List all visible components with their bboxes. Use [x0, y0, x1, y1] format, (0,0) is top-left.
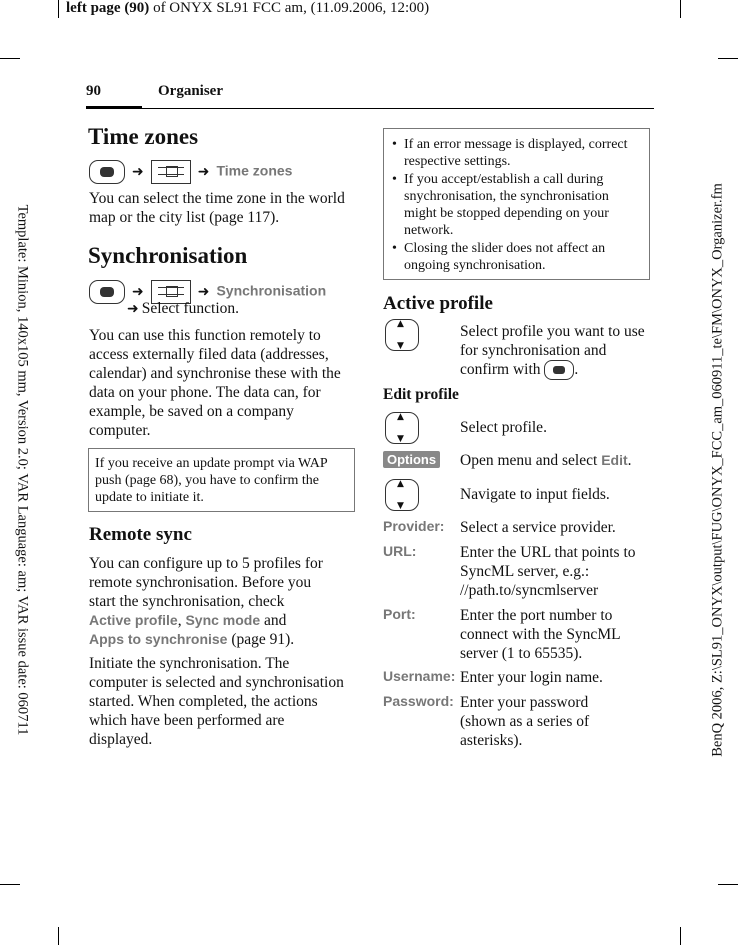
- remote-sync-text: [89, 554, 351, 649]
- comma: ,: [177, 612, 182, 629]
- field-desc-port: Enter the port number to connect with the SyncML server (1 to 65535).: [460, 607, 620, 662]
- time-zones-text: You can select the time zone in the world map or the city list (page 117).: [89, 190, 345, 226]
- file-path-info: BenQ 2006, Z:\SL91_ONYX\output\FUG\ONYX_FCC_am_060911_te\FM\ONYX_Organizer.fm: [709, 183, 726, 757]
- arrow-right-icon: ➜: [132, 284, 144, 300]
- crop-mark: [0, 884, 20, 885]
- field-label-port: Port:: [383, 606, 416, 622]
- field-desc-url: Enter the URL that points to SyncML server, e.g.: //path.to/syncmlserver: [460, 544, 636, 599]
- time-zones-menu-item: Time zones: [216, 162, 293, 179]
- open-menu-text: Open menu and select: [460, 452, 598, 469]
- options-label: Options: [383, 451, 440, 468]
- active-profile-desc: [460, 322, 655, 380]
- remote-sync-text-2: Initiate the synchronisation. The computer is selected and synchronisation started. When completed, the actions which have been performed are displayed.: [89, 655, 344, 748]
- active-profile-heading: Active profile: [383, 293, 493, 314]
- open-menu-desc: [460, 451, 655, 470]
- field-desc-provider: Select a service provider.: [460, 519, 616, 536]
- arrow-right-icon: ➜: [197, 164, 210, 180]
- remote-text-start: You can configure up to 5 profiles for remote synchronisation. Before you start the synchronisation, check: [89, 555, 323, 610]
- arrow-right-icon: ➜: [197, 284, 210, 300]
- crop-mark: [718, 58, 738, 59]
- sync-heading: Synchronisation: [88, 243, 248, 268]
- page-number: 90: [86, 83, 101, 99]
- select-profile-text: Select profile.: [460, 419, 547, 436]
- active-profile-text: Select profile you want to use for synchronisation and confirm with: [460, 323, 645, 378]
- field-label-url: URL:: [383, 543, 417, 559]
- sync-menu-item: Synchronisation: [216, 282, 327, 299]
- remote-sync-heading: Remote sync: [89, 524, 192, 545]
- page-title: Organiser: [158, 83, 223, 99]
- sync-text: You can use this function remotely to access externally filed data (addresses, calendar) and synchronise these with the data on your phone. The data can, for example, be saved on a company computer.: [89, 327, 341, 439]
- print-header-rest: of ONYX SL91 FCC am, (11.09.2006, 12:00): [153, 0, 430, 16]
- field-desc-username: Enter your login name.: [460, 669, 603, 686]
- center-key-icon: [89, 160, 125, 184]
- field-label-password: Password:: [383, 693, 454, 709]
- period: .: [574, 361, 579, 378]
- field-label-provider: Provider:: [383, 518, 445, 534]
- arrow-right-icon: ➜: [127, 301, 139, 318]
- note-item: • Closing the slider does not affect an ongoing synchronisation.: [386, 240, 643, 274]
- note-item: • If you accept/establish a call during snychronisation, the synchronisation might be stopped depending on your network.: [386, 171, 643, 239]
- header-rule-accent: [86, 106, 142, 109]
- field-desc-password: Enter your password (shown as a series of asterisks).: [460, 694, 590, 749]
- select-function-text: Select function.: [141, 300, 240, 317]
- link-apps-to-synchronise[interactable]: Apps to synchronise: [89, 631, 228, 647]
- crop-mark: [0, 58, 20, 59]
- navigate-text: Navigate to input fields.: [460, 486, 610, 503]
- sync-path-select: [127, 300, 239, 318]
- note-item: • If an error message is displayed, correct respective settings.: [386, 136, 643, 170]
- wap-note-box: [88, 448, 355, 512]
- crop-mark: [680, 927, 681, 945]
- edit-menu-item: Edit: [601, 452, 628, 468]
- time-zones-path: [89, 160, 292, 184]
- period: .: [627, 452, 632, 469]
- crop-mark: [718, 884, 738, 885]
- crop-mark: [58, 927, 59, 945]
- page-ref: (page 91).: [231, 631, 295, 648]
- nav-key-icon: [385, 319, 419, 351]
- print-header-bold: left page (90): [66, 0, 150, 16]
- print-header: [66, 0, 429, 17]
- notes-list: [386, 136, 643, 274]
- edit-profile-heading: Edit profile: [383, 386, 459, 403]
- time-zones-heading: Time zones: [88, 124, 199, 149]
- organiser-menu-icon: [151, 160, 191, 184]
- nav-key-icon: [385, 479, 419, 511]
- center-key-icon: [89, 280, 125, 304]
- options-softkey: [383, 451, 440, 469]
- arrow-right-icon: ➜: [132, 164, 144, 180]
- link-sync-mode[interactable]: Sync mode: [185, 612, 261, 628]
- template-info: Template: Minion, 140x105 mm, Version 2.0; VAR Language: am; VAR issue date: 060711: [14, 204, 31, 736]
- nav-key-icon: [385, 412, 419, 444]
- notes-box: [383, 128, 650, 280]
- crop-mark: [58, 0, 59, 18]
- field-label-username: Username:: [383, 668, 456, 684]
- center-key-icon: [544, 360, 574, 380]
- header-rule: [86, 108, 654, 109]
- wap-note-text: If you receive an update prompt via WAP push (page 68), you have to confirm the update to initiate it.: [95, 456, 328, 505]
- crop-mark: [680, 0, 681, 18]
- link-active-profile[interactable]: Active profile: [89, 612, 178, 628]
- and-text: and: [264, 612, 287, 629]
